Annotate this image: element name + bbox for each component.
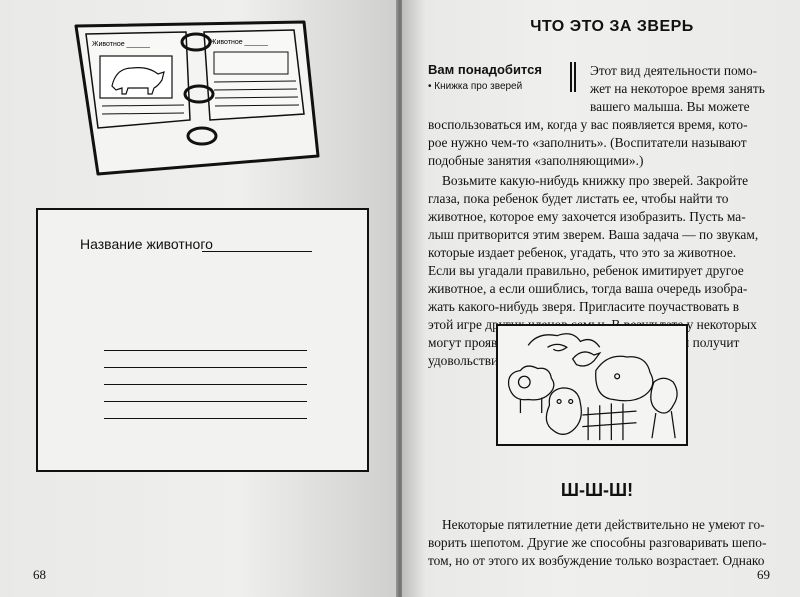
binder-illustration xyxy=(68,16,320,180)
sheep-icon xyxy=(509,366,554,400)
paragraph-line: ворить шепотом. Другие же способны разговаривать шепо- xyxy=(428,535,767,550)
bear-icon xyxy=(546,388,581,434)
paragraph-line: воспользоваться им, когда у вас появляется время, кото- xyxy=(428,117,748,132)
section-title: ЧТО ЭТО ЗА ЗВЕРЬ xyxy=(530,18,694,35)
needs-box xyxy=(428,62,568,96)
page-number-right: 69 xyxy=(757,567,770,582)
paragraph-line: жет на некоторое время занять xyxy=(590,81,765,96)
animal-form-box xyxy=(36,208,369,472)
left-sheet-label: Животное ______ xyxy=(92,41,150,48)
paragraph-line: вашего малыша. Вы можете xyxy=(590,99,750,114)
paragraph-line: животное, которое ему захочется изобразить. Пусть ма- xyxy=(428,209,746,224)
form-line xyxy=(104,367,307,368)
paragraph-line: том, но от этого их возбуждение только возрастает. Однако xyxy=(428,553,765,568)
paragraph-line: лыш притворится этим зверем. Ваша задача — по звукам, xyxy=(428,227,759,242)
animal-name-label: Название животного xyxy=(80,236,213,252)
form-line xyxy=(104,350,307,351)
needs-item: • Книжка про зверей xyxy=(428,81,523,92)
bird-icon xyxy=(573,352,600,366)
paragraph-line: Этот вид деятельности помо- xyxy=(590,63,758,78)
paragraph-line: которые издает ребенок, угадать, что это за животное. xyxy=(428,245,737,260)
paragraph-line: этой игре других членов семьи. В результате у некоторых xyxy=(428,317,757,332)
right-page xyxy=(402,0,800,597)
animal-name-line xyxy=(202,251,312,252)
paragraph-line: подобные занятия «заполняющими».) xyxy=(428,153,644,168)
paragraph-line: Некоторые пятилетние дети действительно не умеют го- xyxy=(442,517,765,532)
section-subtitle: Ш-Ш-Ш! xyxy=(560,480,634,500)
right-sheet-label: Животное ______ xyxy=(210,39,268,46)
paragraph-line: могут проявиться скрытые таланты и каждый получит xyxy=(428,335,740,350)
paragraph-line: глаза, пока ребенок будет листать ее, чтобы найти то xyxy=(428,191,729,206)
needs-divider xyxy=(570,62,576,92)
form-line xyxy=(104,401,307,402)
page-number-left: 68 xyxy=(33,567,46,582)
form-line xyxy=(104,418,307,419)
paragraph-line: Возьмите какую-нибудь книжку про зверей. Закройте xyxy=(442,173,749,188)
animals-illustration xyxy=(496,324,688,446)
fence-icon xyxy=(582,403,636,440)
left-page xyxy=(0,0,398,597)
paragraph-line: животное, а если ошиблись, тогда ваша очередь изобра- xyxy=(428,281,748,296)
paragraph-line: удовольствие. xyxy=(428,353,508,368)
lion-icon xyxy=(651,378,677,413)
paragraph-line: Если вы угадали правильно, ребенок имитирует другое xyxy=(428,263,744,278)
hippo-icon xyxy=(596,356,653,401)
paragraph-line: жать какого-нибудь зверя. Пригласите поучаствовать в xyxy=(428,299,740,314)
paragraph-line: рое нужно чем-то «заполнить». (Воспитатели называют xyxy=(428,135,747,150)
needs-heading: Вам понадобится xyxy=(428,62,542,77)
form-line xyxy=(104,384,307,385)
